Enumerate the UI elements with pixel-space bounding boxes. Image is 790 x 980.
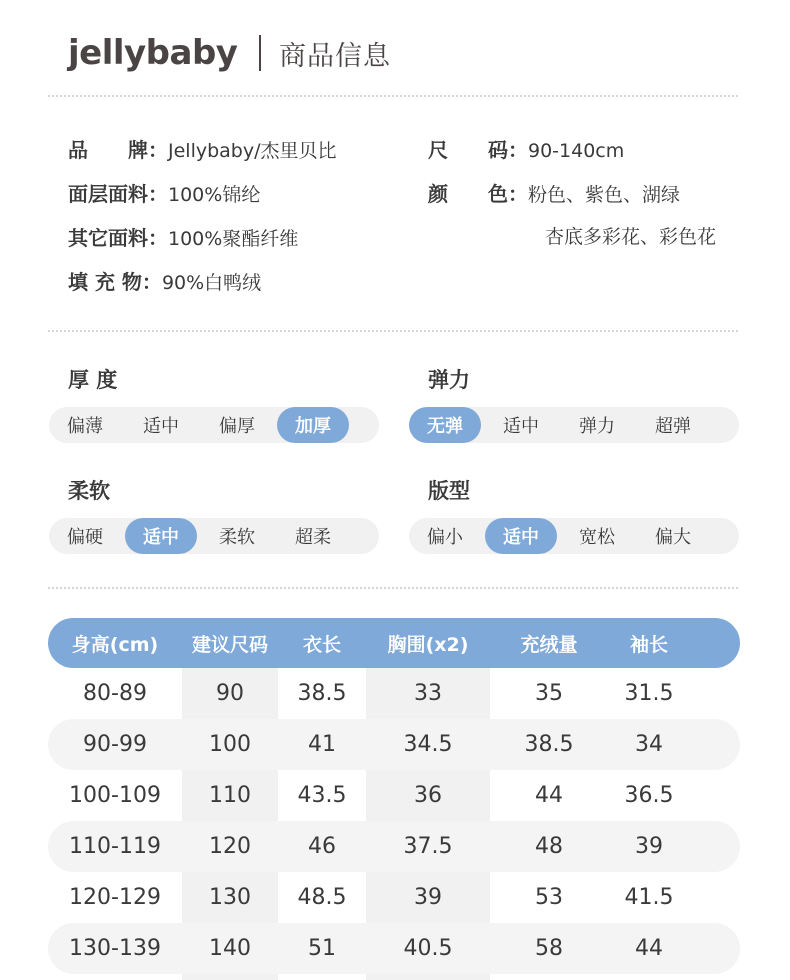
table-header (48, 618, 740, 668)
elasticity-option[interactable]: 弹力 (579, 416, 615, 437)
table-cell: 37.5 (403, 834, 453, 859)
attr-title-thickness: 厚 度 (68, 368, 118, 392)
table-cell: 120 (209, 834, 251, 859)
table-row (48, 821, 740, 872)
softness-selector (49, 518, 379, 554)
info-value: 杏底多彩花、彩色花 (545, 226, 717, 248)
softness-option[interactable]: 偏硬 (67, 527, 103, 548)
header (68, 28, 391, 78)
header-cell: 袖长 (629, 633, 668, 656)
table-cell: 140 (209, 936, 251, 961)
divider (48, 587, 738, 589)
elasticity-option[interactable]: 无弹 (409, 407, 481, 443)
table-cell: 35 (535, 681, 563, 706)
info-size (428, 134, 624, 163)
elasticity-option[interactable]: 超弹 (655, 416, 691, 437)
softness-option[interactable]: 超柔 (295, 527, 331, 548)
info-other-fabric (68, 222, 298, 251)
table-cell: 46 (308, 834, 336, 859)
info-key: 其它面料： (68, 226, 168, 250)
header-divider (259, 35, 261, 71)
info-value: 100%聚酯纤维 (168, 228, 299, 250)
size-table (48, 618, 740, 974)
softness-option[interactable]: 适中 (125, 518, 197, 554)
info-key: 品 牌： (68, 138, 168, 162)
info-key: 尺 码： (428, 138, 528, 162)
table-cell: 34 (635, 732, 663, 757)
table-cell: 80-89 (83, 681, 147, 706)
table-cell: 31.5 (624, 681, 674, 706)
thickness-selector (49, 407, 379, 443)
thickness-option[interactable]: 适中 (143, 416, 179, 437)
info-key: 面层面料： (68, 182, 168, 206)
info-value: 100%锦纶 (168, 184, 261, 206)
table-row (48, 719, 740, 770)
info-filling (68, 266, 261, 295)
table-cell: 100 (209, 732, 251, 757)
table-cell: 43.5 (297, 783, 347, 808)
table-cell: 39 (635, 834, 663, 859)
table-row (48, 923, 740, 974)
table-cell: 33 (414, 681, 442, 706)
info-key: 颜 色： (428, 182, 528, 206)
thickness-option[interactable]: 加厚 (277, 407, 349, 443)
header-cell: 建议尺码 (191, 633, 268, 656)
page-title: 商品信息 (278, 40, 391, 72)
table-cell: 34.5 (403, 732, 453, 757)
header-cell: 身高(cm) (71, 633, 159, 656)
header-cell: 胸围(x2) (387, 633, 469, 656)
thickness-option[interactable]: 偏薄 (67, 416, 103, 437)
fit-option[interactable]: 宽松 (579, 527, 615, 548)
fit-selector (409, 518, 739, 554)
table-cell: 130-139 (69, 936, 161, 961)
table-row (48, 770, 740, 821)
table-row (48, 872, 740, 923)
info-color-continued (545, 222, 716, 249)
info-brand (68, 134, 337, 163)
info-value: 粉色、紫色、湖绿 (528, 184, 681, 206)
table-row (48, 668, 740, 719)
table-cell: 110 (209, 783, 251, 808)
header-cell: 衣长 (302, 633, 341, 656)
attr-title-softness: 柔软 (68, 479, 110, 503)
table-cell: 90 (216, 681, 244, 706)
table-cell: 36.5 (624, 783, 674, 808)
table-cell: 120-129 (69, 885, 161, 910)
fit-option[interactable]: 适中 (485, 518, 557, 554)
table-cell: 38.5 (297, 681, 347, 706)
table-cell: 39 (414, 885, 442, 910)
info-value: 90%白鸭绒 (161, 272, 262, 294)
table-cell: 40.5 (403, 936, 453, 961)
table-cell: 44 (635, 936, 663, 961)
fit-option[interactable]: 偏小 (427, 527, 463, 548)
info-value: Jellybaby/杰里贝比 (168, 140, 337, 162)
divider (48, 330, 738, 332)
softness-option[interactable]: 柔软 (219, 527, 255, 548)
brand-logo: jellybaby (68, 33, 238, 73)
table-cell: 38.5 (524, 732, 574, 757)
table-cell: 110-119 (69, 834, 161, 859)
table-cell: 130 (209, 885, 251, 910)
info-color (428, 178, 680, 207)
thickness-option[interactable]: 偏厚 (219, 416, 255, 437)
table-cell: 41 (308, 732, 336, 757)
table-cell: 48.5 (297, 885, 347, 910)
table-cell: 48 (535, 834, 563, 859)
info-key: 填 充 物： (68, 270, 162, 294)
table-cell: 51 (308, 936, 336, 961)
attr-title-fit: 版型 (428, 479, 470, 503)
table-cell: 100-109 (69, 783, 161, 808)
attr-title-elasticity: 弹力 (428, 368, 470, 392)
info-value: 90-140cm (528, 140, 625, 162)
table-cell: 44 (535, 783, 563, 808)
table-cell: 41.5 (624, 885, 674, 910)
table-cell: 36 (414, 783, 442, 808)
divider (48, 95, 738, 97)
table-cell: 53 (535, 885, 563, 910)
fit-option[interactable]: 偏大 (655, 527, 691, 548)
elasticity-option[interactable]: 适中 (503, 416, 539, 437)
info-outer-fabric (68, 178, 260, 207)
elasticity-selector (409, 407, 739, 443)
header-cell: 充绒量 (520, 633, 578, 656)
table-cell: 90-99 (83, 732, 147, 757)
table-cell: 58 (535, 936, 563, 961)
